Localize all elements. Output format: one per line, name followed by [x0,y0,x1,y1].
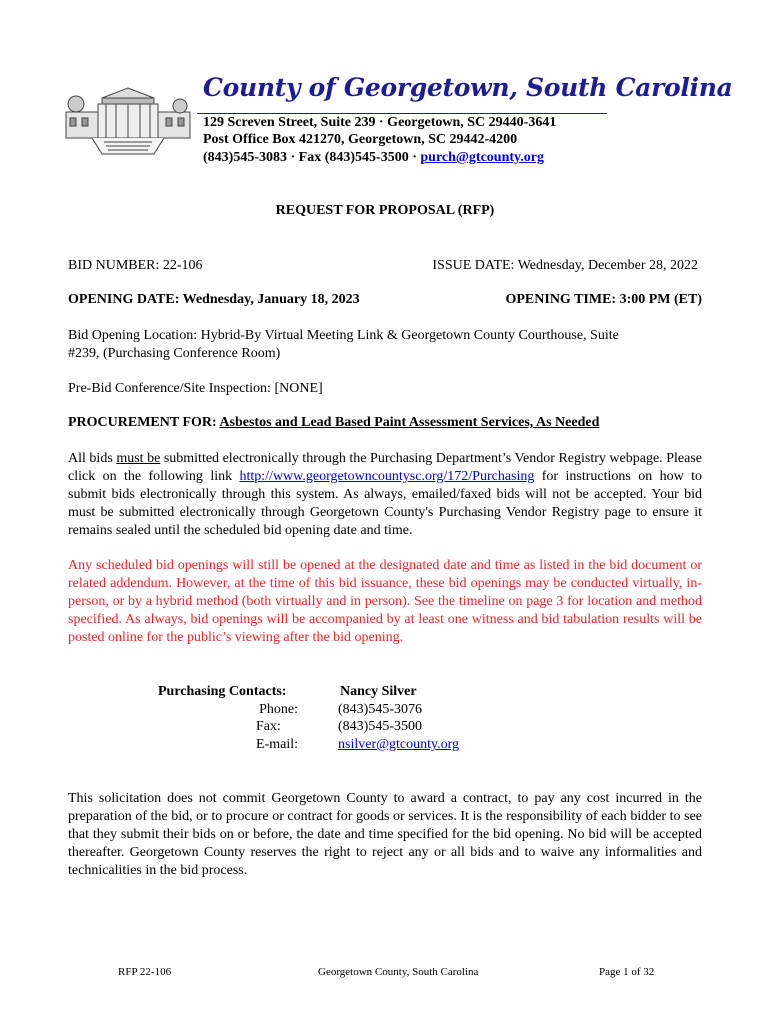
courthouse-logo-icon [62,84,194,156]
footer-rfp-number: RFP 22-106 [118,966,172,978]
issue-date: ISSUE DATE: Wednesday, December 28, 2022 [432,258,698,273]
must-be-underlined: must be [116,451,161,466]
contacts-label: Purchasing Contacts: [158,684,287,699]
contact-name: Nancy Silver [340,684,417,699]
procurement-value: Asbestos and Lead Based Paint Assessment Services, As Needed [219,415,600,430]
county-title: County of Georgetown, South Carolina [203,73,733,102]
document-title: REQUEST FOR PROPOSAL (RFP) [275,203,495,218]
contact-fax: (843)545-3500 [338,719,422,734]
bid-location-line-1: Bid Opening Location: Hybrid-By Virtual Meeting Link & Georgetown County Courthouse, Suite [68,328,619,343]
disclaimer-paragraph: This solicitation does not commit Georgetown County to award a contract, to pay any cost incurred in the preparation of the bid, or to procure or contract for goods or services. It is the responsibility of each bidder to see that they submit their bids on or before, the date and time specified for the bid opening. No bid will be accepted thereafter. Georgetown County reserves the right to reject any or all bids and to waive any informalities and technicalities in the bid process. [68,791,702,878]
bids-text-2: submitted electronically through the Purchasing Department’s Vendor Registry webpage. Please click on the following link [68,451,702,484]
phone-label: Phone: [259,702,298,717]
bids-text-3: for instructions on how to submit bids electronically through this system. As always, emailed/faxed bids will not be accepted. Your bid must be submitted electronically through Georgetown County's Purchasing Vendor Registry page to ensure it remains sealed until the scheduled bid opening date and time. [68,469,702,538]
address-line-2: Post Office Box 421270, Georgetown, SC 29442-4200 [203,132,518,147]
bid-number: BID NUMBER: 22-106 [68,258,203,273]
contact-phone: (843)545-3076 [338,702,422,717]
phone-fax-text: (843)545-3083 · Fax (843)545-3500 · [203,150,421,165]
opening-time: OPENING TIME: 3:00 PM (ET) [505,292,702,307]
bid-location-line-2: #239, (Purchasing Conference Room) [68,346,281,361]
bids-paragraph [68,450,702,540]
procurement-label: PROCUREMENT FOR: [68,415,217,430]
footer-page-number: Page 1 of 32 [599,966,655,978]
opening-date: OPENING DATE: Wednesday, January 18, 2023 [68,292,360,307]
purchasing-webpage-link[interactable]: http://www.georgetowncountysc.org/172/Purchasing [239,469,535,484]
notice-paragraph: Any scheduled bid openings will still be opened at the designated date and time as listed in the bid document or related addendum. However, at the time of this bid issuance, these bid openings may be conducted virtually, in-person, or by a hybrid method (both virtually and in person). See the timeline on page 3 for location and method specified. As always, bid openings will be accompanied by at least one witness and bid tabulation results will be posted online for the public’s viewing after the bid opening. [68,558,702,645]
address-line-3 [203,149,544,167]
contact-email-link[interactable]: nsilver@gtcounty.org [338,737,459,752]
purchasing-email-link[interactable]: purch@gtcounty.org [420,150,544,165]
prebid-conference: Pre-Bid Conference/Site Inspection: [NONE] [68,381,323,396]
footer-county: Georgetown County, South Carolina [318,966,479,978]
address-line-1: 129 Screven Street, Suite 239 · Georgetown, SC 29440-3641 [203,115,557,130]
procurement-for [68,414,599,432]
bids-text-1: All bids [68,451,117,466]
email-label: E-mail: [256,737,298,752]
fax-label: Fax: [256,719,281,734]
